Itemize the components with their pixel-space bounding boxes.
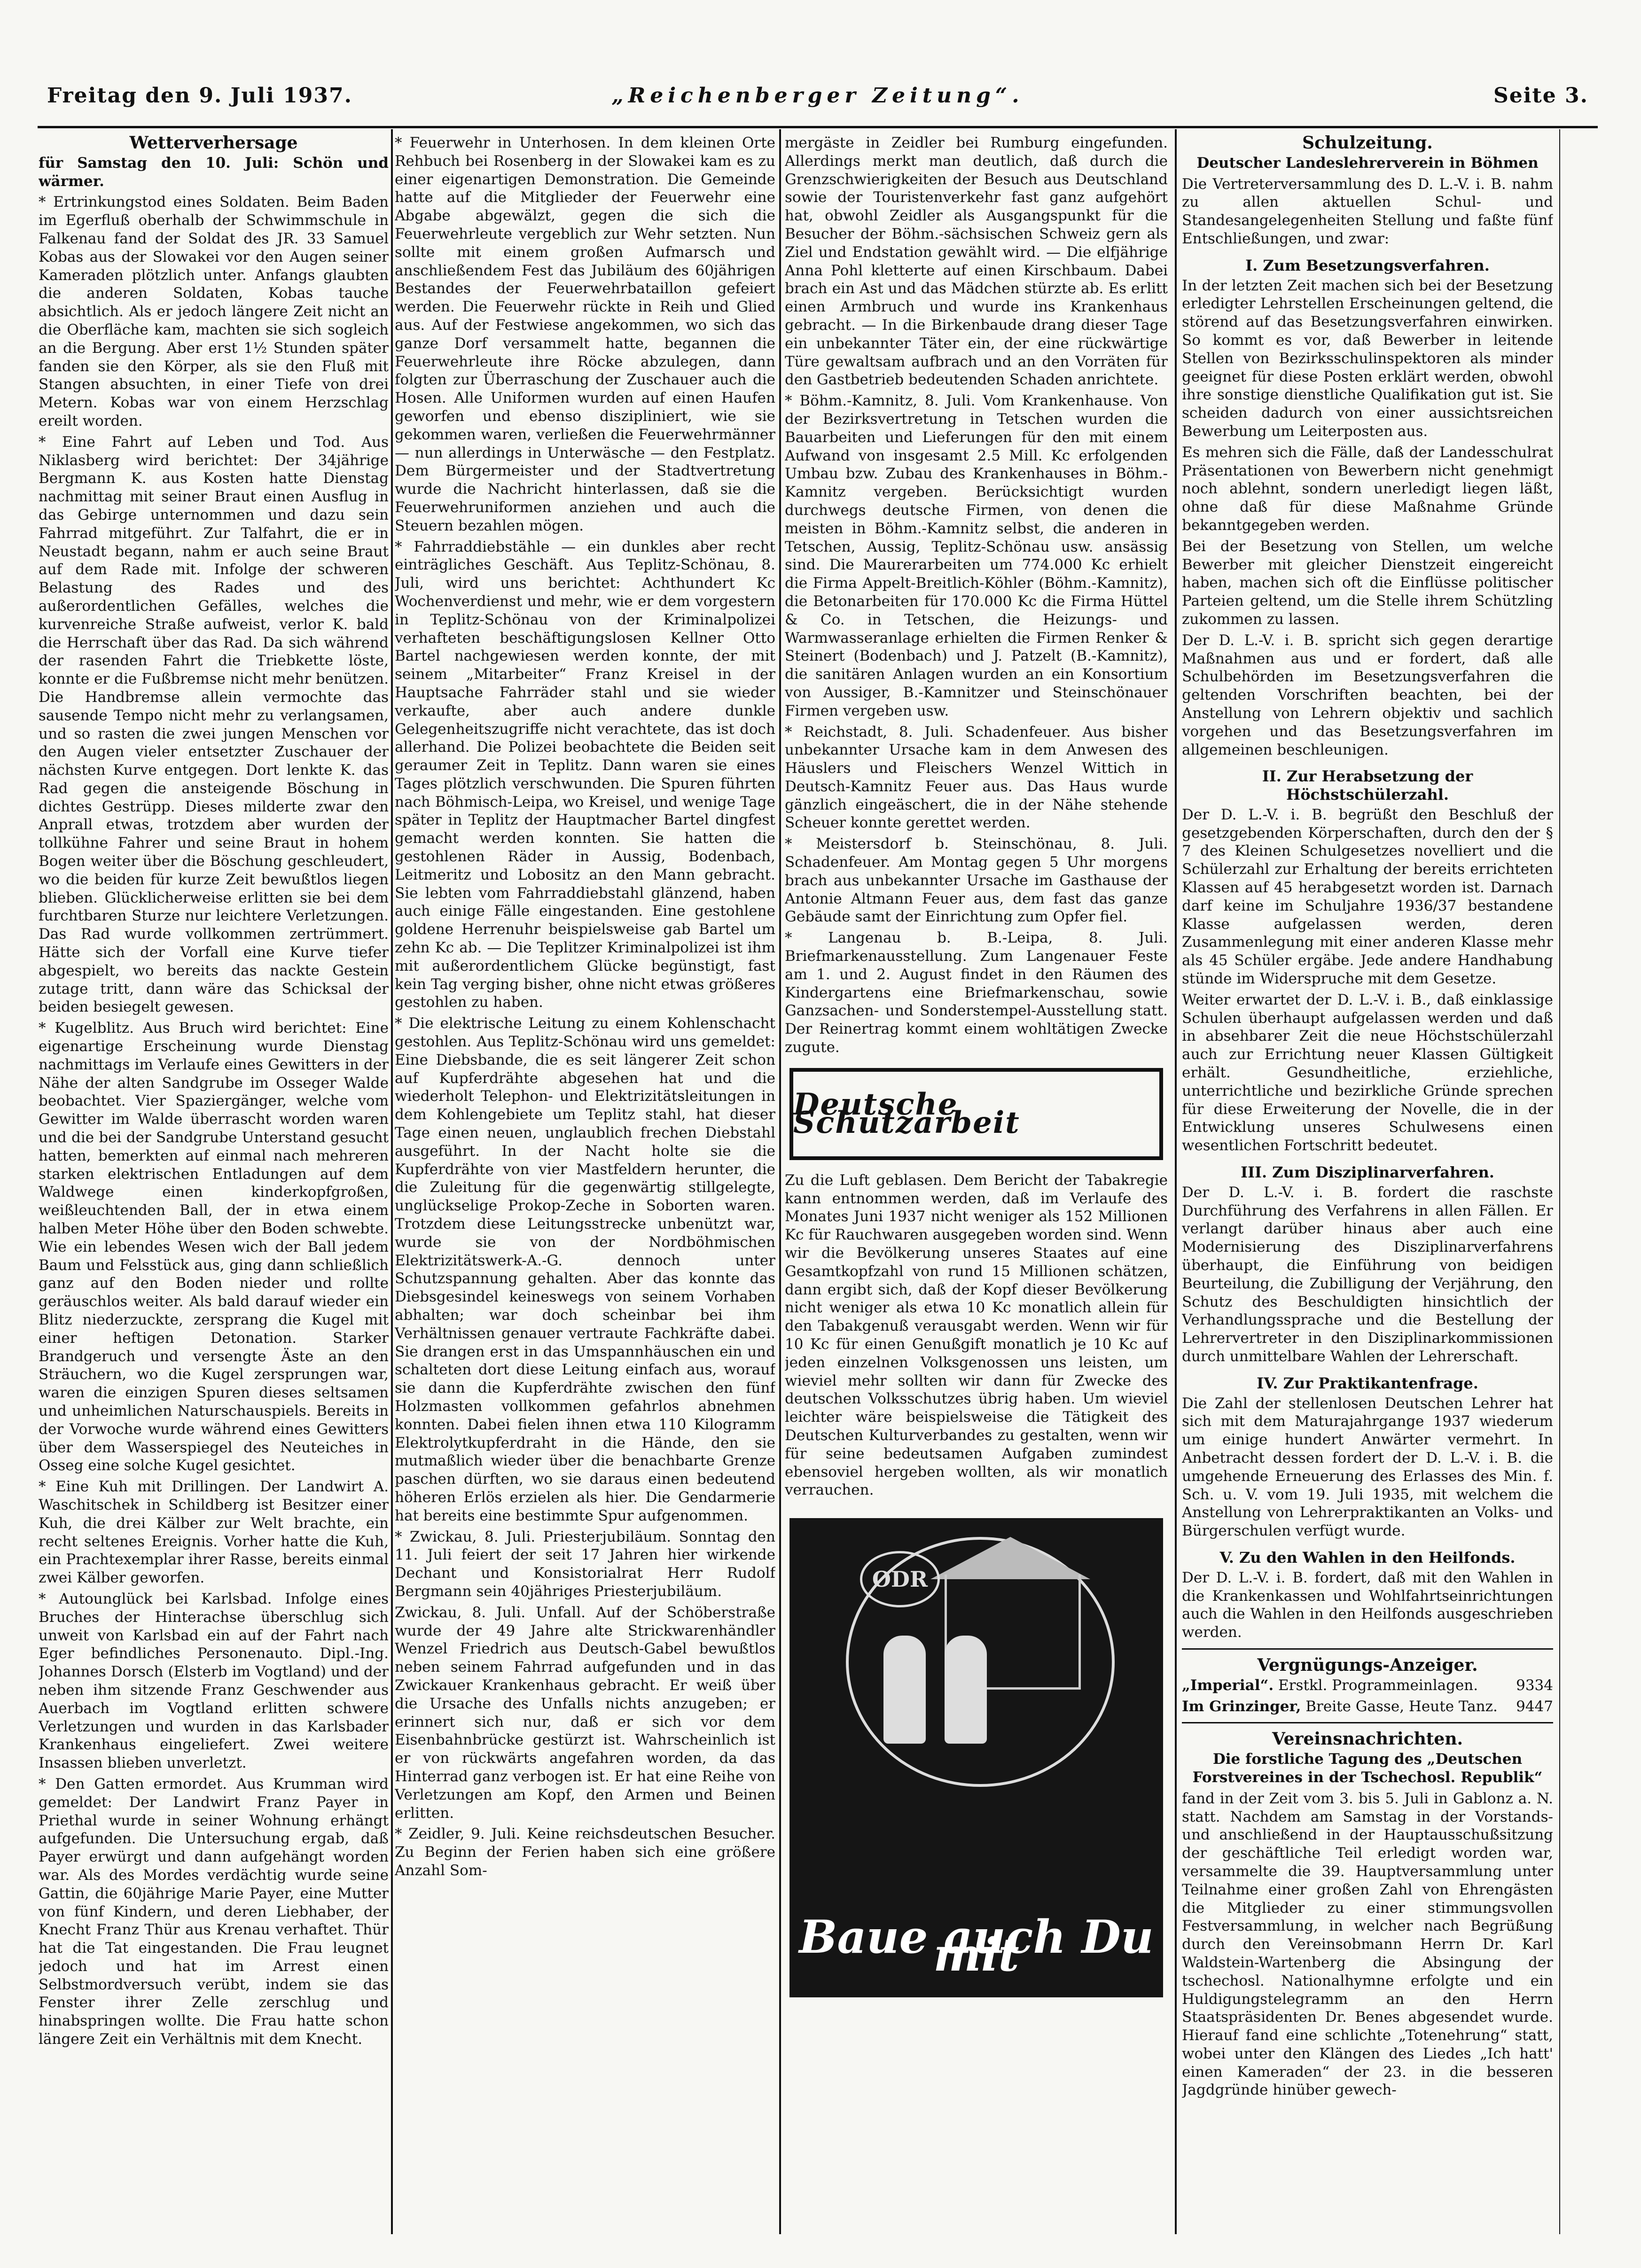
club-news-title: Vereinsnachrichten. <box>1272 1729 1463 1749</box>
article-zeidler-cont: mergäste in Zeidler bei Rumburg eingefunden. Allerdings merkt man deutlich, daß durch die Grenzschwierigkeiten der Besuch aus Deutschland sowie der Touristenverkehr fast ganz aufgehört hat, obwohl Zeidler als Ausgangspunkt für die Besucher der Böhm.-sächsischen Schweiz gern als Ziel und Endstation gewählt wird. — Die elfjährige Anna Pohl kletterte auf einen Kirschbaum. Dabei brach ein Ast und das Mädchen stürzte ab. Es erlitt einen Armbruch und wurde ins Krankenhaus gebracht. — In die Birkenbaude drang dieser Tage ein unbekannter Täter ein, der eine rückwärtige Türe gewaltsam aufbrach und an den Vorräten für den Gastbetrieb bedeutenden Schaden anrichtete. <box>785 134 1168 389</box>
section-title-school: Schulzeitung. <box>1302 134 1433 153</box>
masthead: „Reichenberger Zeitung“. <box>611 84 1024 108</box>
section-rule <box>1182 1648 1553 1650</box>
entertainment-number: 9334 <box>1516 1676 1553 1694</box>
entertainment-text: Erstkl. Programmeinlagen. <box>1278 1676 1478 1694</box>
entertainment-entry <box>1182 1698 1553 1716</box>
entertainment-title: Vergnügungs-Anzeiger. <box>1257 1655 1478 1675</box>
club-news-subtitle: Die forstliche Tagung des „Deutschen Forstvereines in der Tschechosl. Republik“ <box>1192 1751 1543 1786</box>
article-zeidler: * Zeidler, 9. Juli. Keine reichsdeutschen Besucher. Zu Beginn der Ferien haben sich eine größere Anzahl Som- <box>395 1825 775 1879</box>
club-news-text: fand in der Zeit vom 3. bis 5. Juli in Gablonz a. N. statt. Nachdem am Samstag in der Vorstands- und anschließend in der Hauptausschußsitzung der geschäftliche Teil erledigt worden war, versammelte die 39. Hauptversammlung unter Teilnahme einer großen Zahl von Ehrengästen die Mitglieder zu einer stimmungsvollen Festversammlung, in welcher nach Begrüßung durch den Vereinsobmann Herrn Dr. Karl Waldstein-Wartenberg die Absingung der tschechosl. Nationalhymne erfolgte und ein Huldigungstelegramm an den Herrn Staatspräsidenten Dr. Benes abgesendet wurde. Hierauf fand eine schlichte „Totenehrung“ statt, wobei unter den Klängen des Liedes „Ich hatt' einen Kameraden“ der 23. in die besseren Jagdgründe hinüber gewech- <box>1182 1790 1553 2099</box>
schutzarbeit-banner <box>789 1068 1163 1160</box>
school-heading-4: IV. Zur Praktikantenfrage. <box>1257 1374 1478 1392</box>
article-zwickau-accident: Zwickau, 8. Juli. Unfall. Auf der Schöberstraße wurde der 49 Jahre alte Strickwarenhändler Wenzel Friedrich aus Deutsch-Gabel bewußtlos neben seinem Fahrrad aufgefunden und in das Zwickauer Krankenhaus gebracht. Er weiß über die Ursache des Unfalls nichts anzugeben; er erinnert sich nur, daß er sich vor dem Eisenbahnbrücke gestürzt ist. Wahrscheinlich ist er von rückwärts angefahren worden, da das Hinterrad ganz verbogen ist. Er hat eine Reihe von Verletzungen am Kopf, den Armen und Beinen erlitten. <box>395 1604 775 1822</box>
column-divider <box>391 129 393 2234</box>
child-figure-icon <box>945 1636 987 1744</box>
school-para: Es mehren sich die Fälle, daß der Landesschulrat Präsentationen von Bewerbern nicht genehmigt noch ablehnt, sondern unerledigt liegen läßt, ohne daß für diese Maßnahme Gründe bekanntgegeben werden. <box>1182 444 1553 534</box>
school-para: Weiter erwartet der D. L.-V. i. B., daß einklassige Schulen überhaupt aufgelassen werden und daß in absehbarer Zeit die neue Höchstschülerzahl auch zur Errichtung neuer Klassen Gültigkeit erhält. Gesundheitliche, erziehliche, unterrichtliche und bezirkliche Gründe sprechen für diese Erweiterung der Novelle, die in der Entwicklung unseres Schulwesens einen wesentlichen Fortschritt bedeutet. <box>1182 991 1553 1154</box>
column-divider <box>1175 129 1177 2234</box>
school-para: Die Zahl der stellenlosen Deutschen Lehrer hat sich mit dem Maturajahrgange 1937 wiederum um einige hundert Anwärter vermehrt. In Anbetracht dessen fordert der D. L.-V. i. B. die umgehende Erneuerung des Erlasses des Min. f. Sch. u. V. vom 19. Juli 1935, mit welchem die Anstellung von Lehrerpraktikanten an Volks- und Bürgerschulen verfügt wurde. <box>1182 1395 1553 1540</box>
article-car-accident: * Autounglück bei Karlsbad. Infolge eines Bruches der Hinterachse überschlug sich unweit von Karlsbad ein auf der Fahrt nach Eger befindliches Personenauto. Dipl.-Ing. Johannes Dorsch (Elsterb im Vogtland) und der neben ihm sitzende Franz Geschwender aus Auerbach im Vogtland erlitten schwere Verletzungen und wurden in das Karlsbader Krankenhaus eingeliefert. Zwei weitere Insassen blieben unverletzt. <box>39 1590 389 1772</box>
article-bike-ride: * Eine Fahrt auf Leben und Tod. Aus Niklasberg wird berichtet: Der 34jährige Bergmann K. aus Kosten hatte Dienstag nachmittag mit seiner Braut einen Ausflug in das Gebirge unternommen und dazu sein Fahrrad mitgeführt. Zur Talfahrt, die er in Neustadt begann, nahm er auch seine Braut auf dem Rade mit. Infolge der schweren Belastung des Rades und des außerordentlichen Gefälles, welches die kurvenreiche Straße aufweist, verlor K. bald die Herrschaft über das Rad. Da sich während der rasenden Fahrt die Triebkette löste, konnte er die Fußbremse nicht mehr benützen. Die Handbremse allein vermochte das sausende Tempo nicht mehr zu verlangsamen, und so rasten die zwei jungen Menschen vor den Augen vieler entsetzter Zuschauer der nächsten Kurve entgegen. Dort lenkte K. das Rad gegen die ansteigende Böschung in dichtes Gestrüpp. Dieses milderte zwar den Anprall etwas, trotzdem aber wurden der tollkühne Fahrer und seine Braut in hohem Bogen weiter über die Böschung geschleudert, wo die beiden für kurze Zeit bewußtlos liegen blieben. Glücklicherweise erlitten sie bei dem furchtbaren Sturze nur leichtere Verletzungen. Das Rad wurde vollkommen zertrümmert. Hätte sich der Vorfall eine Kurve tiefer abgespielt, wo bereits das nackte Gestein zutage tritt, dann wäre das Schicksal der beiden besiegelt gewesen. <box>39 433 389 1016</box>
school-heading-5: V. Zu den Wahlen in den Heilfonds. <box>1219 1548 1516 1567</box>
school-para: Der D. L.-V. i. B. spricht sich gegen derartige Maßnahmen aus und er fordert, daß alle Schulbehörden im Besetzungsverfahren die geltenden Vorschriften beachten, bei der Anstellung von Lehrern objektiv und sachlich vorgehen und das Besetzungsverfahren im allgemeinen beschleunigen. <box>1182 631 1553 758</box>
school-para: Der D. L.-V. i. B. fordert, daß mit den Wahlen in die Krankenkassen und Wohlfahrtseinrichtungen auch die Wahlen in den Heilfonds ausgeschrieben werden. <box>1182 1569 1553 1641</box>
section-rule <box>1182 1722 1553 1723</box>
page-header <box>47 84 1588 121</box>
entertainment-entry <box>1182 1676 1553 1695</box>
odr-advertisement <box>789 1518 1163 1997</box>
school-heading-2: II. Zur Herabsetzung der Höchstschülerzahl. <box>1262 767 1473 804</box>
article-copper-theft: * Die elektrische Leitung zu einem Kohlenschacht gestohlen. Aus Teplitz-Schönau wird uns gemeldet: Eine Diebsbande, die es seit längerer Zeit schon auf Kupferdrähte abgesehen hat und die wiederholt Telephon- und Elektrizitätsleitungen in dem Kohlengebiete um Teplitz stahl, hat dieser Tage einen neuen, unglaublich frechen Diebstahl ausgeführt. In der Nacht holte sie die Kupferdrähte von vier Mastfeldern herunter, die die Zuleitung für die gegenwärtig stillgelegte, unglückselige Prokop-Zeche in Soborten waren. Trotzdem diese Leitungsstrecke unbenützt war, wurde sie von der Nordböhmischen Elektrizitätswerk-A.-G. dennoch unter Schutzspannung gehalten. Aber das konnte das Diebsgesindel keineswegs von seinem Vorhaben abhalten; war doch scheinbar bei ihm Verhältnissen genauer vertraute Fachkräfte dabei. Sie drangen erst in das Umspannhäuschen ein und schalteten dort diese Leitung einfach aus, worauf sie dann die Kupferdrähte zwischen den fünf Holzmasten vollkommen gefahrlos abnehmen konnten. Dabei fielen ihnen etwa 110 Kilogramm Elektrolytkupferdraht in die Hände, den sie mutmaßlich wieder über die benachbarte Grenze paschen dürften, wo sie daraus einen bedeutend höheren Erlös erzielen als hier. Die Gendarmerie hat bereits eine bestimmte Spur aufgenommen. <box>395 1015 775 1524</box>
article-drowning: * Ertrinkungstod eines Soldaten. Beim Baden im Egerfluß oberhalb der Schwimmschule in Falkenau fand der Soldat des JR. 33 Samuel Kobas aus der Slowakei vor den Augen seiner Kameraden plötzlich unter. Anfangs glaubten die anderen Soldaten, Kobas tauche absichtlich. Als er jedoch längere Zeit nicht an die Oberfläche kam, machten sie sich sogleich an die Bergung. Aber erst 1½ Stunden später fanden sie den Körper, als sie den Fluß mit Stangen absuchten, in einer Tiefe von drei Metern. Kobas war von einem Herzschlag ereilt worden. <box>39 194 389 429</box>
odr-logo: ODR <box>860 1551 940 1607</box>
header-rule <box>38 126 1598 128</box>
article-stamp-exhibition: * Langenau b. B.-Leipa, 8. Juli. Briefmarkenausstellung. Zum Langenauer Feste am 1. und 2. August findet in den Räumen des Kindergartens eine Briefmarkenschau, sowie Ganzsachen- und Sonderstempel-Ausstellung statt. Der Reinertrag kommt einem wohltätigen Zwecke zugute. <box>785 929 1168 1056</box>
house-roof-icon <box>930 1537 1090 1579</box>
entertainment-text: Breite Gasse, Heute Tanz. <box>1305 1698 1498 1715</box>
article-hospital: * Böhm.-Kamnitz, 8. Juli. Vom Krankenhause. Von der Bezirksvertretung in Tetschen wurden die Bauarbeiten und Lieferungen für den mit einem Aufwand von insgesamt 2.5 Mill. Kc erfolgenden Umbau bzw. Zubau des Krankenhauses in Böhm.-Kamnitz vergeben. Berücksichtigt wurden durchwegs deutsche Firmen, von denen die meisten in Böhm.-Kamnitz selbst, die anderen in Tetschen, Aussig, Teplitz-Schönau usw. ansässig sind. Die Maurerarbeiten um 774.000 Kc erhielt die Firma Appelt-Breitlich-Köhler (Böhm.-Kamnitz), die Betonarbeiten für 170.000 Kc die Firma Hüttel & Co. in Tetschen, die Heizungs- und Warmwasseranlage erhielten die Firmen Renker & Steinert (Bodenbach) und J. Patzelt (B.-Kamnitz), die sanitären Anlagen wurden an ein Konsortium von Aussiger, B.-Kamnitzer und Steinschönauer Firmen vergeben usw. <box>785 392 1168 719</box>
column-3 <box>785 134 1168 2234</box>
ad-slogan: Baue auch Du mit <box>799 1910 1154 1982</box>
school-para: Der D. L.-V. i. B. fordert die raschste Durchführung des Verfahrens in allen Fällen. Er verlangt darüber hinaus aber auch eine Modernisierung des Disziplinarverfahrens überhaupt, die Einführung von beidigen Beurteilung, die Zubilligung der Verjährung, den Schutz des Beschuldigten hinsichtlich der Verhandlungssprache und die Bestellung der Lehrervertreter in den Disziplinarkommissionen durch unmittelbare Wahlen der Lehrerschaft. <box>1182 1184 1553 1365</box>
article-murder: * Den Gatten ermordet. Aus Krumman wird gemeldet: Der Landwirt Franz Payer in Priethal wurde in seiner Wohnung erhängt aufgefunden. Die Untersuchung ergab, daß Payer erwürgt und dann aufgehängt worden war. Als des Mordes verdächtig wurde seine Gattin, die 60jährige Marie Payer, eine Mutter von fünf Kindern, und deren Liebhaber, der Knecht Franz Thür aus Krenau verhaftet. Thür hat die Tat eingestanden. Die Frau leugnet jedoch und hat im Arrest einen Selbstmordversuch verübt, indem sie das Fenster ihrer Zelle zerschlug und hinabspringen wollte. Die Frau hatte schon längere Zeit ein Verhältnis mit dem Knecht. <box>39 1775 389 2048</box>
article-priest-jubilee: * Zwickau, 8. Juli. Priesterjubiläum. Sonntag den 11. Juli feiert der seit 17 Jahren hier wirkende Dechant und Konsistorialrat Herr Rudolf Bergmann sein 40jähriges Priesterjubiläum. <box>395 1528 775 1600</box>
issue-date: Freitag den 9. Juli 1937. <box>47 84 352 108</box>
article-meistersdorf-fire: * Meistersdorf b. Steinschönau, 8. Juli. Schadenfeuer. Am Montag gegen 5 Uhr morgens brach aus unbekannter Ursache im Gasthause der Antonie Altmann Feuer aus, dem fast das ganze Gebäude samt der Einrichtung zum Opfer fiel. <box>785 835 1168 926</box>
column-2 <box>395 134 775 2234</box>
school-heading-1: I. Zum Besetzungsverfahren. <box>1245 256 1490 274</box>
column-divider <box>779 129 781 2234</box>
entertainment-number: 9447 <box>1516 1698 1553 1715</box>
school-para: Der D. L.-V. i. B. begrüßt den Beschluß der gesetzgebenden Körperschaften, durch den der § 7 des Kleinen Schulgesetzes novelliert und die Schülerzahl zur Erhaltung der bereits errichteten Klassen auf 45 herabgesetzt worden ist. Darnach darf keine im Schuljahre 1936/37 bestandene Klasse aufgelassen werden, deren Zusammenlegung mit einer anderen Klasse mehr als 45 Schüler ergäbe. Jede andere Handhabung stünde im Widerspruche mit dem Gesetze. <box>1182 806 1553 988</box>
school-heading-3: III. Zum Disziplinarverfahren. <box>1241 1163 1494 1182</box>
banner-text: Deutsche Schutzarbeit <box>793 1087 1020 1140</box>
entertainment-venue: „Imperial“. <box>1182 1676 1274 1694</box>
school-intro: Die Vertreterversammlung des D. L.-V. i. B. nahm zu allen aktuellen Schul- und Standesangelegenheiten Stellung und faßte fünf Entschließungen, und zwar: <box>1182 175 1553 247</box>
weather-forecast: für Samstag den 10. Juli: Schön und wärmer. <box>39 154 389 190</box>
child-figure-icon <box>883 1636 926 1744</box>
section-subtitle: Deutscher Landeslehrerverein in Böhmen <box>1196 154 1539 171</box>
school-para: In der letzten Zeit machen sich bei der Besetzung erledigter Lehrstellen Erscheinungen geltend, die störend auf das Besetzungsverfahren einwirken. So kommt es vor, daß Bewerber in leitende Stellen von Bezirksschulinspektoren als minder geeignet für diese Posten erklärt werden, obwohl ihre sonstige dienstliche Qualifikation gut ist. Sie scheiden dadurch von einer aussichtsreichen Bewerbung um Leiterposten aus. <box>1182 277 1553 440</box>
article-bicycle-thefts: * Fahrraddiebstähle — ein dunkles aber recht einträgliches Geschäft. Aus Teplitz-Schönau, 8. Juli, wird uns berichtet: Achthundert Kc Wochenverdienst und mehr, wie er dem vorgestern in Teplitz-Schönau von der Kriminalpolizei verhafteten beschäftigungslosen Kellner Otto Bartel nachgewiesen werden konnte, der mit seinem „Mitarbeiter“ Franz Kreisel in der Hauptsache Fahrräder stahl und sie wieder verkaufte, aber auch andere dunkle Gelegenheitszugriffe nicht verachtete, das ist doch allerhand. Die Polizei beobachtete die Beiden seit geraumer Zeit in Teplitz. Dann waren sie eines Tages plötzlich verschwunden. Die Spuren führten nach Böhmisch-Leipa, wo Kreisel, und wenige Tage später in Teplitz der Hauptmacher Bartel dingfest gemacht werden konnten. Sie hatten die gestohlenen Räder in Aussig, Bodenbach, Leitmeritz und Lobositz an den Mann gebracht. Sie lebten vom Fahrraddiebstahl glänzend, haben auch einige Fälle eingestanden. Eine gestohlene goldene Herrenuhr beispielsweise gab Bartel um zehn Kc ab. — Die Teplitzer Kriminalpolizei ist ihm mit außerordentlichem Glücke begünstigt, fast kein Tag verging bisher, ohne nicht etwas größeres gestohlen zu haben. <box>395 538 775 1011</box>
article-fire-brigade: * Feuerwehr in Unterhosen. In dem kleinen Orte Rehbuch bei Rosenberg in der Slowakei kam es zu einer eigenartigen Demonstration. Die Gemeinde hatte auf die Mitglieder der Feuerwehr eine Abgabe abgewälzt, gegen die sich die Feuerwehrleute vergeblich zur Wehr setzten. Nun sollte mit einem großen Aufmarsch und anschließendem Fest das Jubiläum des 60jährigen Bestandes der Feuerwehrbataillon gefeiert werden. Die Feuerwehr rückte in Reih und Glied aus. Auf der Festwiese angekommen, wo sich das ganze Dorf versammelt hatte, begannen die Feuerwehrleute ihre Röcke abzulegen, dann folgten zur Überraschung der Zuschauer auch die Hosen. Alle Uniformen wurden auf einen Haufen geworfen und ebenso diszipliniert, wie sie gekommen waren, verließen die Feuerwehrmänner — nun allerdings in Unterwäsche — den Festplatz. Dem Bürgermeister und der Stadtvertretung wurde die Nachricht hinterlassen, daß sie die Feuerwehruniformen anziehen und auch die Steuern bezahlen mögen. <box>395 134 775 534</box>
column-4 <box>1182 134 1553 2234</box>
page-number: Seite 3. <box>1493 84 1588 108</box>
article-ball-lightning: * Kugelblitz. Aus Bruch wird berichtet: Eine eigenartige Erscheinung wurde Dienstag nachmittags im Verlaufe eines Gewitters in der Nähe der alten Sandgrube im Osseger Walde beobachtet. Vier Spaziergänger, welche vom Gewitter im Walde überrascht worden waren und die bei der Sandgrube Unterstand gesucht hatten, bemerkten auf einmal nach mehreren starken elektrischen Entladungen auf dem Waldwege einen kinderkopfgroßen, weißleuchtenden Ball, der in etwa einem halben Meter Höhe über den Boden schwebte. Wie ein lebendes Wesen wich der Ball jedem Baum und Felsstück aus, ging dann schließlich ganz auf den Boden nieder und rollte geräuschlos weiter. Als bald darauf wieder ein Blitz niederzuckte, zersprang die Kugel mit einer heftigen Detonation. Starker Brandgeruch und versengte Äste an den Sträuchern, wo die Kugel zersprungen war, waren die einzigen Spuren dieses seltsamen und unheimlichen Naturschauspiels. Bereits in der Vorwoche wurde während eines Gewitters über dem Wasserspiegel des Neuteiches in Osseg eine solche Kugel gesichtet. <box>39 1020 389 1474</box>
school-para: Bei der Besetzung von Stellen, um welche Bewerber mit gleicher Dienstzeit eingereicht haben, machen sich oft die Einflüsse politischer Parteien geltend, um die Stelle ihrem Schützling zukommen zu lassen. <box>1182 538 1553 628</box>
article-tobacco: Zu die Luft geblasen. Dem Bericht der Tabakregie kann entnommen werden, daß im Verlaufe des Monates Juni 1937 nicht weniger als 152 Millionen Kc für Rauchwaren ausgegeben worden sind. Wenn wir die Bevölkerung unseres Staates auf eine Gesamtkopfzahl von rund 15 Millionen schätzen, dann ergibt sich, daß der Kopf dieser Bevölkerung nicht weniger als etwa 10 Kc monatlich allein für den Tabakgenuß verausgabt werden. Wenn wir für 10 Kc für einen Genußgift monatlich je 10 Kc auf jeden einzelnen Volksgenossen uns leisten, um wieviel mehr sollten wir dann für Zwecke des deutschen Volksschutzes übrig haben. Um wieviel leichter wäre beispielsweise die Tätigkeit des Deutschen Kulturverbandes zu gestalten, wenn wir für seine bedeutsamen Aufgaben zumindest ebensoviel hergeben wollten, als wir monatlich verrauchen. <box>785 1171 1168 1499</box>
column-divider <box>1559 129 1560 2234</box>
column-1 <box>39 134 389 2234</box>
article-reichstadt-fire: * Reichstadt, 8. Juli. Schadenfeuer. Aus bisher unbekannter Ursache kam in dem Anwesen des Häuslers und Fleischers Wenzel Wittich in Deutsch-Kamnitz Feuer aus. Das Haus wurde gänzlich eingeäschert, die in der Nähe stehende Scheuer konnte gerettet werden. <box>785 723 1168 832</box>
weather-title: Wetterverhersage <box>129 134 298 153</box>
entertainment-venue: Im Grinzinger, <box>1182 1698 1301 1715</box>
article-cow-triplets: * Eine Kuh mit Drillingen. Der Landwirt A. Waschitschek in Schildberg ist Besitzer einer Kuh, die drei Kälber zur Welt brachte, ein recht seltenes Ereignis. Vorher hatte die Kuh, ein Prachtexemplar ihrer Rasse, bereits einmal zwei Kälber geworfen. <box>39 1478 389 1587</box>
